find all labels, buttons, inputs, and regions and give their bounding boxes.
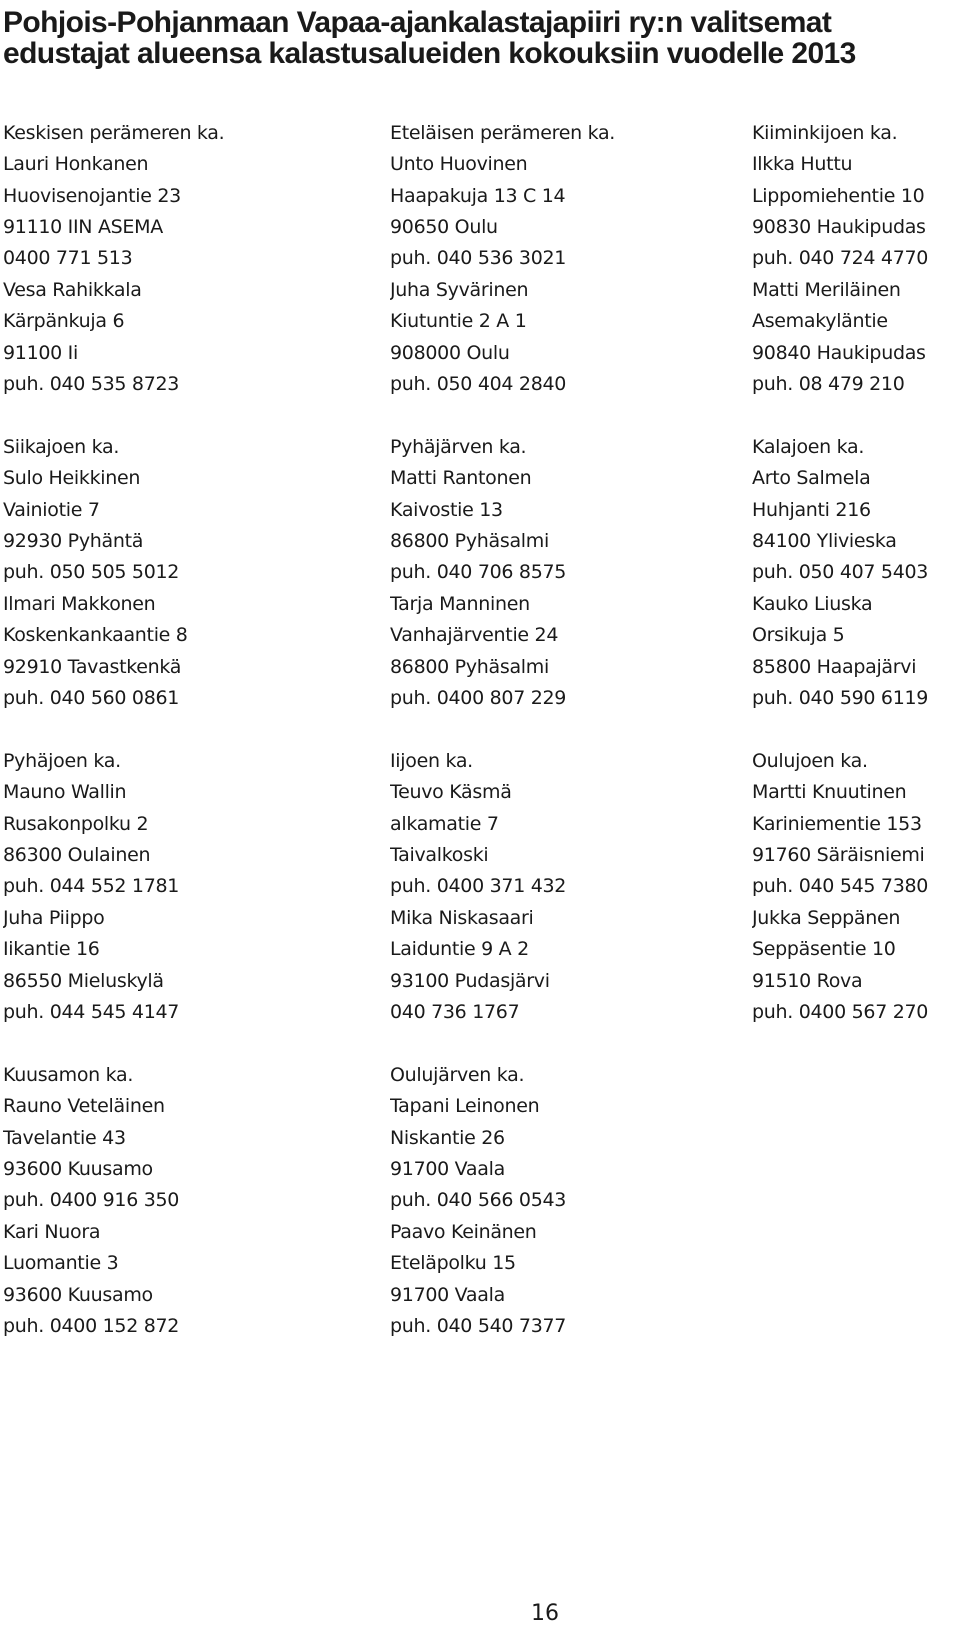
contact-line: Arto Salmela xyxy=(752,467,871,490)
contact-entry xyxy=(3,589,224,746)
contact-line: puh. 0400 916 350 xyxy=(3,1189,180,1212)
contact-line: 92910 Tavastkenkä xyxy=(3,655,182,678)
contact-line: Eteläpolku 15 xyxy=(390,1252,516,1275)
contact-line: 91100 Ii xyxy=(3,341,78,364)
contact-line: Mika Niskasaari xyxy=(390,907,534,929)
contact-line: Lippomiehentie 10 xyxy=(752,184,925,207)
contact-line: Huovisenojantie 23 xyxy=(3,184,181,207)
contact-line: puh. 040 545 7380 xyxy=(752,875,929,898)
contact-line: Keskisen perämeren ka. xyxy=(3,122,225,144)
contact-line: Seppäsentie 10 xyxy=(752,938,896,961)
contact-line: Vesa Rahikkala xyxy=(3,279,142,301)
contact-line: puh. 040 560 0861 xyxy=(3,686,180,709)
contact-line: Mauno Wallin xyxy=(3,781,127,804)
contact-entry xyxy=(752,118,928,275)
contact-line: Pyhäjoen ka. xyxy=(3,750,121,772)
contact-entry xyxy=(390,275,615,432)
contact-line: Niskantie 26 xyxy=(390,1126,505,1149)
page-number: 16 xyxy=(531,1601,559,1626)
contact-line: Iikantie 16 xyxy=(3,938,100,961)
contact-entry xyxy=(3,1217,224,1374)
contact-line: Rauno Veteläinen xyxy=(3,1095,165,1118)
contact-line: 90650 Oulu xyxy=(390,215,498,238)
contact-line: 908000 Oulu xyxy=(390,341,510,364)
contact-line: Rusakonpolku 2 xyxy=(3,812,149,835)
contact-line: Sulo Heikkinen xyxy=(3,467,141,490)
contact-line: 91700 Vaala xyxy=(390,1283,505,1306)
contact-line: puh. 0400 371 432 xyxy=(390,875,567,898)
contact-line: Koskenkankaantie 8 xyxy=(3,624,188,647)
contact-line: puh. 040 706 8575 xyxy=(390,561,567,584)
contact-entry xyxy=(3,1060,224,1217)
contact-line: Kiutuntie 2 A 1 xyxy=(390,310,527,333)
contact-line: Oulujärven ka. xyxy=(390,1064,525,1086)
contact-line: 84100 Ylivieska xyxy=(752,529,897,552)
contact-line: 92930 Pyhäntä xyxy=(3,529,144,552)
contact-line: Tapani Leinonen xyxy=(390,1095,540,1118)
contact-line: puh. 040 724 4770 xyxy=(752,247,929,270)
contact-line: 90840 Haukipudas xyxy=(752,341,926,364)
contact-line: Lauri Honkanen xyxy=(3,153,149,176)
contact-line: Kärpänkuja 6 xyxy=(3,310,125,333)
contact-line: puh. 050 407 5403 xyxy=(752,561,929,584)
contact-line: Juha Syvärinen xyxy=(390,279,529,301)
contact-line: Huhjanti 216 xyxy=(752,498,871,521)
contact-line: puh. 040 590 6119 xyxy=(752,686,929,709)
contact-line: 040 736 1767 xyxy=(390,1000,520,1023)
contact-line: Kari Nuora xyxy=(3,1221,101,1243)
contact-line: puh. 0400 807 229 xyxy=(390,686,567,709)
column-2 xyxy=(390,118,615,1374)
contact-line: Taivalkoski xyxy=(390,843,489,866)
contact-entry xyxy=(390,432,615,589)
contact-line: Vainiotie 7 xyxy=(3,498,100,521)
contact-entry xyxy=(390,1060,615,1217)
contact-line: Jukka Seppänen xyxy=(752,907,901,929)
contact-line: 91510 Rova xyxy=(752,969,863,992)
contact-line: 0400 771 513 xyxy=(3,247,133,270)
contact-line: Martti Knuutinen xyxy=(752,781,907,804)
contact-line: Kariniementie 153 xyxy=(752,812,922,835)
contact-entry xyxy=(3,275,224,432)
contact-line: Kuusamon ka. xyxy=(3,1064,134,1086)
contact-line: Laiduntie 9 A 2 xyxy=(390,938,529,961)
contact-line: Eteläisen perämeren ka. xyxy=(390,122,616,144)
contact-line: puh. 044 545 4147 xyxy=(3,1000,180,1023)
contact-line: 86800 Pyhäsalmi xyxy=(390,655,549,678)
contact-line: 91110 IIN ASEMA xyxy=(3,215,163,238)
contact-line: puh. 040 536 3021 xyxy=(390,247,567,270)
contact-line: puh. 0400 567 270 xyxy=(752,1000,929,1023)
contact-line: puh. 0400 152 872 xyxy=(3,1314,180,1337)
contact-line: puh. 040 540 7377 xyxy=(390,1314,567,1337)
contact-line: Kaivostie 13 xyxy=(390,498,503,521)
contact-line: puh. 040 566 0543 xyxy=(390,1189,567,1212)
contact-entry xyxy=(390,1217,615,1374)
contact-line: Orsikuja 5 xyxy=(752,624,845,647)
contact-line: Unto Huovinen xyxy=(390,153,528,176)
contact-entry xyxy=(752,432,928,589)
contact-line: Asemakyläntie xyxy=(752,310,888,333)
contact-line: puh. 044 552 1781 xyxy=(3,875,180,898)
contact-line: Ilkka Huttu xyxy=(752,153,853,176)
contact-entry xyxy=(752,903,928,1060)
contact-entry xyxy=(752,275,928,432)
contact-line: 85800 Haapajärvi xyxy=(752,655,917,678)
contact-line: Luomantie 3 xyxy=(3,1252,119,1275)
page-title xyxy=(3,4,953,71)
contact-line: 86800 Pyhäsalmi xyxy=(390,529,549,552)
contact-entry xyxy=(390,746,615,903)
contact-entry xyxy=(3,432,224,589)
contact-line: Siikajoen ka. xyxy=(3,436,120,458)
contact-line: Haapakuja 13 C 14 xyxy=(390,184,566,207)
title-line-1: Pohjois-Pohjanmaan Vapaa-ajankalastajapiiri ry:n valitsemat xyxy=(3,6,832,39)
contact-entry xyxy=(390,589,615,746)
contact-line: Matti Meriläinen xyxy=(752,279,901,301)
contact-line: 91700 Vaala xyxy=(390,1157,505,1180)
contact-line: puh. 050 505 5012 xyxy=(3,561,180,584)
contact-line: 93100 Pudasjärvi xyxy=(390,969,550,992)
contact-line: Matti Rantonen xyxy=(390,467,532,490)
column-3 xyxy=(752,118,928,1060)
contact-line: Kiiminkijoen ka. xyxy=(752,122,898,144)
contact-line: puh. 050 404 2840 xyxy=(390,372,567,395)
contact-line: 91760 Säräisniemi xyxy=(752,843,925,866)
contact-entry xyxy=(3,118,224,275)
contact-line: Vanhajärventie 24 xyxy=(390,624,559,647)
title-line-2: edustajat alueensa kalastusalueiden kokouksiin vuodelle 2013 xyxy=(3,37,856,71)
contact-line: Kauko Liuska xyxy=(752,593,873,615)
contact-line: Tarja Manninen xyxy=(390,593,530,615)
contact-line: puh. 08 479 210 xyxy=(752,372,905,395)
contact-line: 93600 Kuusamo xyxy=(3,1157,153,1180)
contact-line: 86550 Mieluskylä xyxy=(3,969,164,992)
contact-line: Pyhäjärven ka. xyxy=(390,436,527,458)
contact-line: Ilmari Makkonen xyxy=(3,593,156,615)
contact-line: 93600 Kuusamo xyxy=(3,1283,153,1306)
contact-line: Teuvo Käsmä xyxy=(390,781,512,804)
contact-entry xyxy=(752,589,928,746)
contact-line: Paavo Keinänen xyxy=(390,1221,537,1243)
contact-line: 90830 Haukipudas xyxy=(752,215,926,238)
contact-entry xyxy=(3,746,224,903)
contact-line: Juha Piippo xyxy=(3,907,105,929)
contact-entry xyxy=(752,746,928,903)
contact-line: alkamatie 7 xyxy=(390,812,499,835)
column-1 xyxy=(3,118,224,1374)
contact-entry xyxy=(390,903,615,1060)
contact-entry xyxy=(390,118,615,275)
contact-line: Oulujoen ka. xyxy=(752,750,868,772)
contact-line: puh. 040 535 8723 xyxy=(3,372,180,395)
contact-entry xyxy=(3,903,224,1060)
contact-line: Kalajoen ka. xyxy=(752,436,865,458)
contact-line: Iijoen ka. xyxy=(390,750,473,772)
contact-line: Tavelantie 43 xyxy=(3,1126,126,1149)
contact-line: 86300 Oulainen xyxy=(3,843,151,866)
